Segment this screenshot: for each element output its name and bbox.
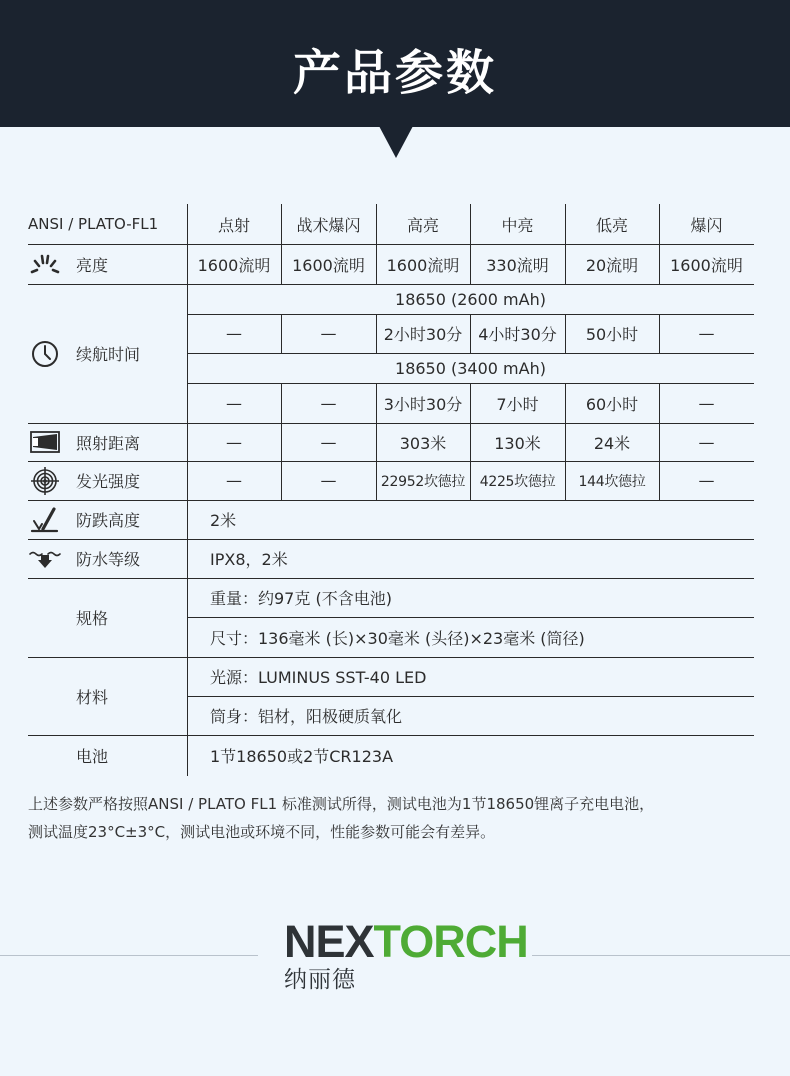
table-cell: 光源：LUMINUS SST-40 LED xyxy=(210,668,427,687)
table-cell: — xyxy=(320,471,337,490)
table-cell: 1节18650或2节CR123A xyxy=(210,747,394,766)
table-cell: 1600流明 xyxy=(292,255,365,275)
table-cell: 50小时 xyxy=(585,325,639,344)
column-header-mode: 爆闪 xyxy=(690,215,723,235)
banner-pointer xyxy=(379,126,413,158)
table-cell: 3小时30分 xyxy=(383,394,463,414)
table-cell: 330流明 xyxy=(486,255,549,275)
brand-logo xyxy=(284,916,528,994)
table-cell: — xyxy=(226,471,242,490)
table-cell: IPX8，2米 xyxy=(210,550,288,569)
row-label-text: 防水等级 xyxy=(76,550,141,569)
row-label-brightness xyxy=(28,244,108,284)
spec-table xyxy=(28,204,754,776)
table-cell: — xyxy=(698,471,715,490)
table-cell: 22952坎德拉 xyxy=(380,473,466,490)
footnote xyxy=(28,790,768,846)
table-cell: — xyxy=(226,432,242,452)
table-cell: 4225坎德拉 xyxy=(479,473,556,490)
table-cell: — xyxy=(698,432,715,452)
logo-wordmark xyxy=(284,916,528,967)
row-label-impact xyxy=(28,500,140,539)
battery-spec: 18650 (3400 mAh) xyxy=(395,358,546,378)
row-label-runtime xyxy=(28,284,140,423)
row-label-waterproof xyxy=(28,539,140,578)
table-cell: 130米 xyxy=(494,433,541,453)
logo-text-next: NEX xyxy=(284,916,374,967)
footer-divider xyxy=(0,955,258,956)
table-cell: — xyxy=(320,432,337,452)
logo-text-torch: TORCH xyxy=(373,916,528,967)
page-title: 产品参数 xyxy=(292,45,497,101)
table-cell: 重量：约97克 (不含电池) xyxy=(210,589,392,608)
table-cell: 1600流明 xyxy=(197,255,271,275)
table-cell: 筒身：铝材，阳极硬质氧化 xyxy=(210,707,403,726)
header-banner xyxy=(0,0,790,127)
table-cell: — xyxy=(320,324,337,343)
footer-divider xyxy=(532,955,790,956)
column-header-mode: 中亮 xyxy=(501,215,534,235)
row-label-material: 材料 xyxy=(76,687,109,707)
row-label-text: 照射距离 xyxy=(76,433,141,453)
table-cell: 303米 xyxy=(399,433,447,453)
beam-distance-icon xyxy=(28,429,62,455)
column-header-mode: 低亮 xyxy=(595,215,628,235)
footnote-line: 测试温度23°C±3°C，测试电池或环境不同，性能参数可能会有差异。 xyxy=(28,823,496,841)
table-cell: 144坎德拉 xyxy=(578,473,646,490)
table-cell: — xyxy=(698,324,715,343)
row-label-text: 防跌高度 xyxy=(76,511,141,530)
table-cell: 4小时30分 xyxy=(478,325,557,344)
column-header-mode: 战术爆闪 xyxy=(296,215,361,235)
column-header-mode: 点射 xyxy=(217,215,250,235)
clock-icon xyxy=(28,341,62,367)
table-cell: 24米 xyxy=(593,433,631,453)
table-cell: — xyxy=(226,393,242,413)
table-cell: 2米 xyxy=(210,511,237,530)
table-cell: 尺寸：136毫米 (长)×30毫米 (头径)×23毫米 (筒径) xyxy=(210,628,585,648)
table-cell: 7小时 xyxy=(496,394,539,414)
target-icon xyxy=(28,468,62,494)
table-cell: — xyxy=(320,393,337,413)
logo-chinese-name: 纳丽德 xyxy=(284,967,356,993)
waterproof-icon xyxy=(28,546,62,572)
column-header-standard: ANSI / PLATO-FL1 xyxy=(28,215,159,233)
table-cell: — xyxy=(226,324,242,343)
impact-icon xyxy=(28,507,62,533)
table-cell: — xyxy=(698,393,715,413)
table-cell: 1600流明 xyxy=(386,255,460,275)
table-cell: 2小时30分 xyxy=(383,325,463,344)
row-label-battery: 电池 xyxy=(76,747,109,766)
row-label-text: 亮度 xyxy=(76,255,109,275)
row-label-distance xyxy=(28,423,140,461)
row-label-intensity xyxy=(28,461,140,500)
table-cell: 20流明 xyxy=(585,255,639,275)
row-label-text: 发光强度 xyxy=(76,472,141,491)
table-cell: 1600流明 xyxy=(670,255,743,275)
brightness-icon xyxy=(28,251,62,277)
row-label-text: 续航时间 xyxy=(76,345,141,364)
row-label-spec: 规格 xyxy=(76,609,109,628)
battery-spec: 18650 (2600 mAh) xyxy=(395,289,546,309)
column-header-mode: 高亮 xyxy=(406,215,439,235)
footnote-line: 上述参数严格按照ANSI / PLATO FL1 标准测试所得，测试电池为1节18650锂离子充电电池， xyxy=(28,795,655,813)
table-cell: 60小时 xyxy=(585,394,639,414)
